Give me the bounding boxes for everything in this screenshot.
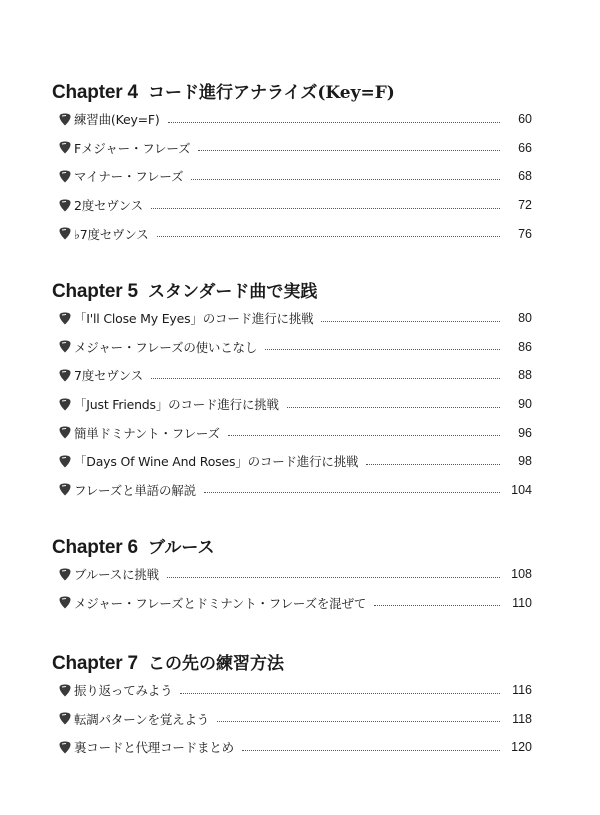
entry-page: 66 (518, 140, 532, 155)
entry-title: 「Days Of Wine And Roses」のコード進行に挑戦 (74, 454, 359, 470)
guitar-pick-icon (59, 340, 71, 353)
entry-page: 68 (518, 169, 532, 184)
entry-title: 「Just Friends」のコード進行に挑戦 (74, 397, 279, 413)
toc-entry[interactable] (59, 333, 532, 362)
guitar-pick-icon (59, 199, 71, 212)
dot-leader (265, 349, 500, 350)
entry-title: メジャー・フレーズとドミナント・フレーズを混ぜて (74, 595, 367, 611)
chapter-title: この先の練習方法 (148, 654, 284, 674)
chapter-5 (52, 277, 532, 504)
entry-title: 7度セヴンス (74, 368, 143, 384)
chapter-heading (52, 533, 532, 563)
toc-entry[interactable] (59, 219, 532, 248)
entry-title: 2度セヴンス (74, 198, 143, 214)
chapter-title: スタンダード曲で実践 (148, 282, 318, 302)
dot-leader (198, 150, 500, 151)
chapter-4 (52, 78, 532, 248)
entry-page: 60 (518, 112, 532, 127)
dot-leader (151, 208, 500, 209)
dot-leader (366, 464, 500, 465)
entry-page: 98 (518, 454, 532, 469)
chapter-number: Chapter 7 (52, 653, 138, 674)
chapter-number: Chapter 6 (52, 537, 138, 558)
toc-entry[interactable] (59, 589, 532, 618)
chapter-title: ブルース (148, 538, 215, 558)
entry-title: マイナー・フレーズ (74, 169, 184, 185)
entry-page: 110 (512, 595, 532, 610)
entry-title: ブルースに挑戦 (74, 567, 159, 583)
toc-entry[interactable] (59, 105, 532, 134)
toc-entry[interactable] (59, 418, 532, 447)
dot-leader (180, 693, 500, 694)
guitar-pick-icon (59, 455, 71, 468)
entry-title: メジャー・フレーズの使いこなし (74, 339, 258, 355)
dot-leader (151, 378, 500, 379)
guitar-pick-icon (59, 141, 71, 154)
guitar-pick-icon (59, 741, 71, 754)
entry-title: フレーズと単語の解説 (74, 482, 196, 498)
entry-title: ♭7度セヴンス (74, 226, 149, 242)
dot-leader (157, 236, 500, 237)
chapter-number: Chapter 4 (52, 82, 138, 103)
dot-leader (321, 321, 500, 322)
toc-entry[interactable] (59, 361, 532, 390)
dot-leader (217, 721, 500, 722)
dot-leader (287, 407, 500, 408)
toc-entry[interactable] (59, 560, 532, 589)
entry-page: 96 (518, 425, 532, 440)
guitar-pick-icon (59, 684, 71, 697)
entry-page: 104 (511, 482, 532, 497)
chapter-heading (52, 649, 532, 679)
toc-entry[interactable] (59, 676, 532, 705)
chapter-7 (52, 649, 532, 762)
entry-page: 108 (511, 567, 532, 582)
entry-page: 120 (511, 740, 532, 755)
toc-entry[interactable] (59, 476, 532, 505)
entry-title: 振り返ってみよう (74, 683, 173, 699)
toc-entry[interactable] (59, 733, 532, 762)
entry-title: 「I'll Close My Eyes」のコード進行に挑戦 (74, 311, 314, 327)
chapter-number: Chapter 5 (52, 281, 138, 302)
toc-entry[interactable] (59, 191, 532, 220)
guitar-pick-icon (59, 312, 71, 325)
entry-title: 裏コードと代理コードまとめ (74, 740, 234, 756)
guitar-pick-icon (59, 568, 71, 581)
entry-page: 80 (518, 311, 532, 326)
guitar-pick-icon (59, 170, 71, 183)
guitar-pick-icon (59, 227, 71, 240)
entry-page: 88 (518, 368, 532, 383)
dot-leader (167, 577, 500, 578)
guitar-pick-icon (59, 596, 71, 609)
entry-page: 118 (512, 711, 532, 726)
guitar-pick-icon (59, 398, 71, 411)
dot-leader (168, 122, 500, 123)
toc-entry[interactable] (59, 705, 532, 734)
chapter-6 (52, 533, 532, 617)
chapter-title: コード進行アナライズ(Key=F) (148, 83, 395, 103)
dot-leader (242, 750, 500, 751)
guitar-pick-icon (59, 113, 71, 126)
toc-entry[interactable] (59, 390, 532, 419)
entry-page: 116 (512, 683, 532, 698)
entry-title: 練習曲(Key=F) (74, 112, 160, 128)
toc-entry[interactable] (59, 304, 532, 333)
entry-page: 72 (518, 198, 532, 213)
guitar-pick-icon (59, 369, 71, 382)
chapter-heading (52, 78, 532, 108)
guitar-pick-icon (59, 426, 71, 439)
entry-page: 90 (518, 397, 532, 412)
dot-leader (228, 435, 500, 436)
dot-leader (204, 492, 500, 493)
toc-entry[interactable] (59, 134, 532, 163)
chapter-heading (52, 277, 532, 307)
toc-entry[interactable] (59, 447, 532, 476)
entry-page: 86 (518, 339, 532, 354)
entry-page: 76 (518, 226, 532, 241)
entry-title: 転調パターンを覚えよう (74, 711, 210, 727)
dot-leader (191, 179, 500, 180)
guitar-pick-icon (59, 712, 71, 725)
toc-entry[interactable] (59, 162, 532, 191)
dot-leader (374, 605, 500, 606)
guitar-pick-icon (59, 483, 71, 496)
entry-title: 簡単ドミナント・フレーズ (74, 425, 220, 441)
entry-title: Fメジャー・フレーズ (74, 140, 191, 156)
